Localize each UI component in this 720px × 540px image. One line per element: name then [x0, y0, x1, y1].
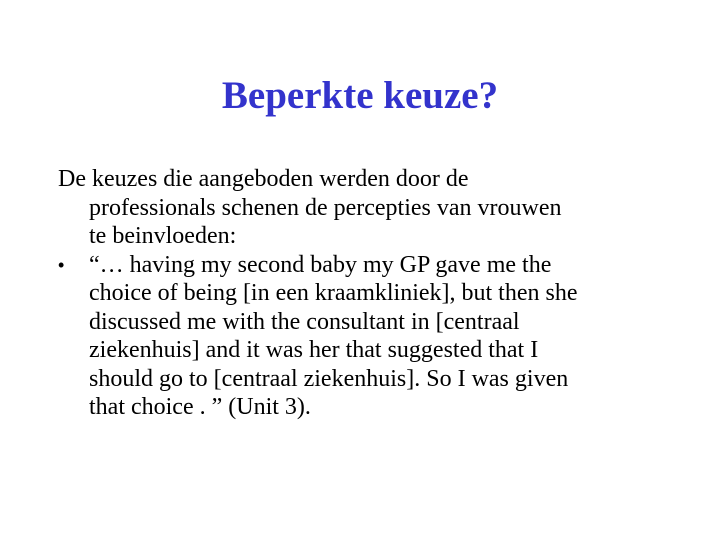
slide-title: Beperkte keuze? [221, 74, 499, 117]
slide-body [58, 165, 678, 422]
quote-line: choice of being [in een kraamkliniek], but then she [89, 280, 578, 306]
quote-line: should go to [centraal ziekenhuis]. So I was given [89, 365, 569, 392]
quote-line: ziekenhuis] and it was her that suggested that I [89, 337, 539, 363]
intro-paragraph [58, 165, 678, 251]
bullet-dot-icon: • [58, 254, 65, 275]
intro-line: te beinvloeden: [89, 223, 237, 249]
intro-line: professionals schenen de percepties van vrouwen [89, 194, 562, 221]
quote-line: that choice . ” (Unit 3). [89, 394, 311, 420]
quote-line: discussed me with the consultant in [centraal [89, 308, 520, 335]
bullet-list-item [58, 251, 678, 422]
quote-line: “… having my second baby my GP gave me the [89, 251, 552, 278]
intro-line: De keuzes die aangeboden werden door de [58, 166, 469, 192]
